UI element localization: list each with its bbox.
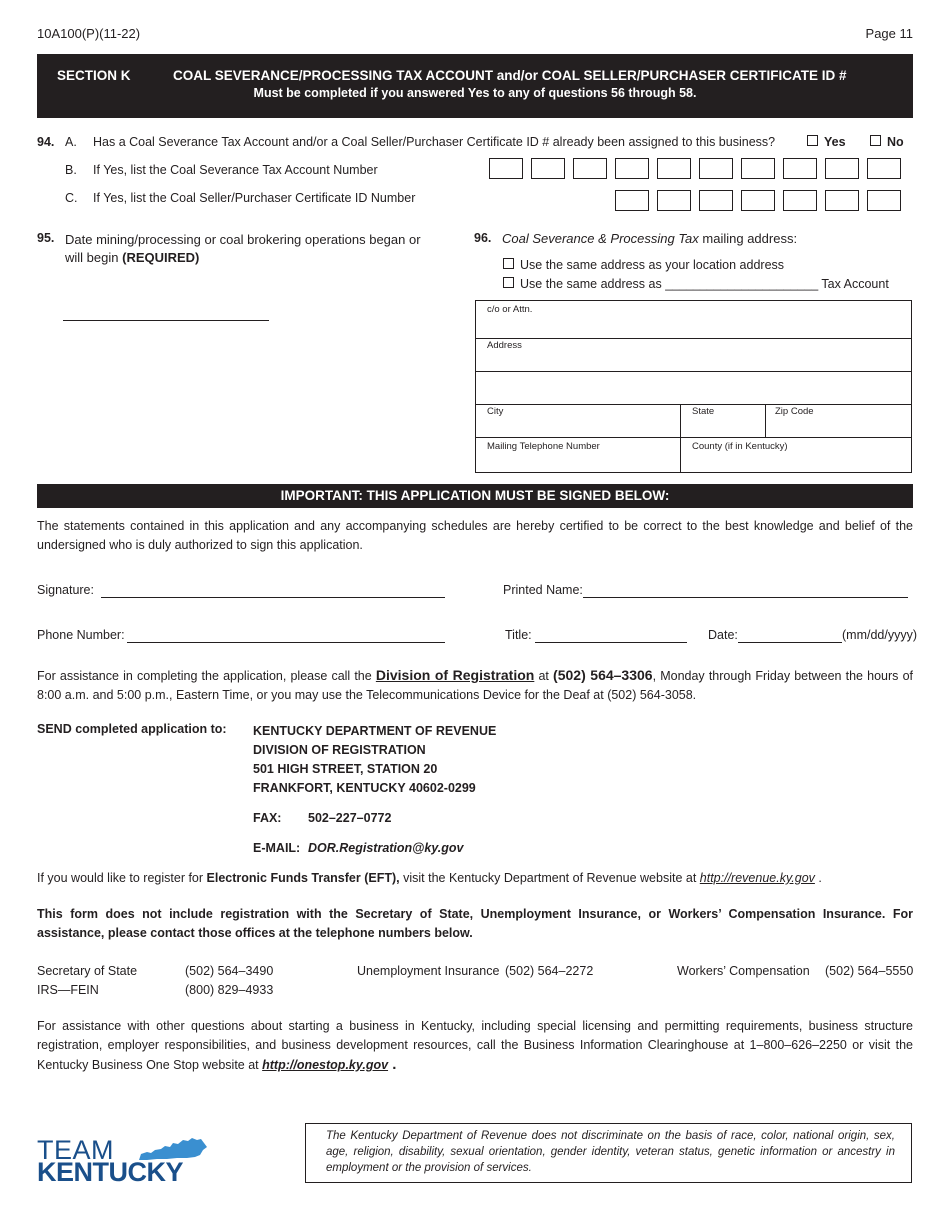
q94a-text: Has a Coal Severance Tax Account and/or a Coal Seller/Purchaser Certificate ID # already been assigned to this business? — [93, 135, 776, 149]
digit-box[interactable] — [699, 190, 733, 211]
date-format: (mm/dd/yyyy) — [842, 628, 917, 642]
contact-name: Secretary of State — [37, 964, 138, 978]
checkbox[interactable] — [503, 277, 514, 288]
assistance-phone: (502) 564–3306 — [553, 667, 653, 683]
assistance-text — [37, 666, 913, 705]
digit-box[interactable] — [825, 158, 859, 179]
digit-box[interactable] — [531, 158, 565, 179]
column-divider — [765, 405, 766, 438]
title-field[interactable] — [535, 642, 687, 643]
eft-pre: If you would like to register for — [37, 871, 207, 885]
assistance-at: at — [534, 669, 554, 683]
signature-label: Signature: — [37, 583, 94, 597]
yes-checkbox[interactable] — [807, 135, 818, 146]
no-label: No — [887, 135, 904, 149]
onestop-link[interactable]: http://onestop.ky.gov — [262, 1058, 389, 1072]
digit-box[interactable] — [783, 190, 817, 211]
county-label: County (if in Kentucky) — [692, 441, 788, 452]
logo-team: TEAM — [37, 1135, 115, 1165]
q94-number: 94. — [37, 135, 55, 149]
eft-end: . — [814, 871, 822, 885]
address-line: KENTUCKY DEPARTMENT OF REVENUE — [253, 724, 497, 738]
q94-yes-option[interactable] — [807, 135, 846, 149]
q94c-letter: C. — [65, 191, 78, 205]
q95-question: Date mining/processing or coal brokering operations began or will begin — [65, 232, 421, 265]
q94-no-option[interactable] — [870, 135, 904, 149]
contact-phone: (502) 564–2272 — [505, 964, 594, 978]
address-field[interactable] — [476, 339, 911, 372]
digit-box[interactable] — [489, 158, 523, 179]
digit-box[interactable] — [615, 158, 649, 179]
phone-number-label: Phone Number: — [37, 628, 125, 642]
co-field[interactable] — [476, 301, 911, 339]
no-checkbox[interactable] — [870, 135, 881, 146]
q96-option-tax-account[interactable] — [503, 277, 889, 291]
signature-field[interactable] — [101, 597, 445, 598]
printed-name-field[interactable] — [583, 597, 908, 598]
mailing-address-grid — [475, 300, 912, 473]
email-address[interactable]: DOR.Registration@ky.gov — [308, 841, 464, 855]
email-label: E-MAIL: — [253, 841, 301, 855]
contact-phone: (800) 829–4933 — [185, 983, 274, 997]
address-line: DIVISION OF REGISTRATION — [253, 743, 426, 757]
contact-phone: (502) 564–5550 — [825, 964, 914, 978]
option-label: Use the same address as ______________________ Tax Account — [520, 277, 889, 291]
digit-box[interactable] — [615, 190, 649, 211]
q95-text — [65, 231, 435, 267]
q94b-letter: B. — [65, 163, 77, 177]
logo-kentucky: KENTUCKY — [37, 1157, 184, 1187]
contact-name: Unemployment Insurance — [357, 964, 500, 978]
phone-label: Mailing Telephone Number — [487, 441, 600, 452]
section-k-header — [37, 54, 913, 118]
assistance-pre: For assistance in completing the application, please call the — [37, 669, 376, 683]
other-assistance-text — [37, 1017, 913, 1075]
section-subtitle: Must be completed if you answered Yes to any of questions 56 through 58. — [253, 86, 697, 100]
section-title: COAL SEVERANCE/PROCESSING TAX ACCOUNT and/or COAL SELLER/PURCHASER CERTIFICATE ID # — [173, 68, 847, 83]
eft-text — [37, 871, 822, 885]
contact-phone: (502) 564–3490 — [185, 964, 274, 978]
checkbox[interactable] — [503, 258, 514, 269]
page-number: Page 11 — [865, 26, 913, 41]
q96-title-italic: Coal Severance & Processing Tax — [502, 231, 699, 246]
assistance-post: , Monday through Friday between the hours of 8:00 a.m. and 5:00 p.m., Eastern Time, or you may use the Telecommunications Device for the Deaf at (502) 564-3058. — [37, 669, 913, 702]
q94c-text: If Yes, list the Coal Seller/Purchaser Certificate ID Number — [93, 191, 416, 205]
q95-number: 95. — [37, 231, 55, 245]
fax-label: FAX: — [253, 811, 282, 825]
date-field[interactable] — [738, 642, 842, 643]
eft-bold: Electronic Funds Transfer (EFT), — [206, 871, 400, 885]
registration-notice: This form does not include registration with the Secretary of State, Unemployment Insurance, or Workers’ Compensation Insurance. For assistance, please contact those offices at the telephone numbers below. — [37, 907, 913, 940]
digit-box[interactable] — [657, 190, 691, 211]
city-label: City — [487, 406, 504, 417]
q94a-letter: A. — [65, 135, 77, 149]
printed-name-label: Printed Name: — [503, 583, 583, 597]
digit-box[interactable] — [867, 158, 901, 179]
q96-title-rest: mailing address: — [698, 231, 798, 246]
digit-box[interactable] — [867, 190, 901, 211]
digit-box[interactable] — [657, 158, 691, 179]
team-kentucky-logo — [37, 1133, 212, 1193]
digit-box[interactable] — [783, 158, 817, 179]
option-label: Use the same address as your location address — [520, 258, 785, 272]
send-label: SEND completed application to: — [37, 722, 227, 736]
address-label: Address — [487, 340, 522, 351]
mailing-address — [253, 722, 496, 798]
title-label: Title: — [505, 628, 532, 642]
division-link[interactable]: Division of Registration — [375, 667, 535, 683]
signature-banner: IMPORTANT: THIS APPLICATION MUST BE SIGNED BELOW: — [37, 484, 913, 508]
address-line-2-field[interactable] — [476, 372, 911, 405]
q94b-text: If Yes, list the Coal Severance Tax Account Number — [93, 163, 378, 177]
digit-box[interactable] — [573, 158, 607, 179]
state-label: State — [692, 406, 715, 417]
digit-box[interactable] — [825, 190, 859, 211]
address-line: 501 HIGH STREET, STATION 20 — [253, 762, 438, 776]
phone-number-field[interactable] — [127, 642, 445, 643]
digit-box[interactable] — [741, 190, 775, 211]
revenue-link[interactable]: http://revenue.ky.gov — [699, 871, 815, 885]
fax-number: 502–227–0772 — [308, 811, 392, 825]
column-divider — [680, 405, 681, 472]
digit-box[interactable] — [699, 158, 733, 179]
digit-box[interactable] — [741, 158, 775, 179]
q96-option-location[interactable] — [503, 258, 784, 272]
other-text: For assistance with other questions about starting a business in Kentucky, including special licensing and permitting requirements, business structure registration, employer responsibilities, and business development resources, call the Business Information Clearinghouse at 1–800–626–2250 or visit the Kentucky Business One Stop website at — [37, 1019, 913, 1072]
date-label: Date: — [708, 628, 738, 642]
q96-title — [502, 231, 797, 246]
contact-name: IRS—FEIN — [37, 983, 99, 997]
start-date-field[interactable] — [63, 320, 269, 321]
other-end: . — [388, 1056, 397, 1073]
form-id: 10A100(P)(11-22) — [37, 26, 141, 41]
city-state-zip-row — [476, 405, 911, 438]
nondiscrimination-notice: The Kentucky Department of Revenue does not discriminate on the basis of race, color, national origin, sex, age, religion, disability, sexual orientation, gender identity, veteran status, genetic information or ancestry in employment or the provision of services. — [305, 1123, 912, 1183]
section-label: SECTION K — [57, 68, 131, 83]
certification-statement: The statements contained in this application and any accompanying schedules are hereby certified to be correct to the best knowledge and belief of the undersigned who is duly authorized to sign this application. — [37, 519, 913, 552]
co-label: c/o or Attn. — [487, 304, 533, 315]
q95-required: (REQUIRED) — [122, 250, 200, 265]
address-line: FRANKFORT, KENTUCKY 40602-0299 — [253, 781, 476, 795]
yes-label: Yes — [824, 135, 846, 149]
eft-mid: visit the Kentucky Department of Revenue website at — [399, 871, 700, 885]
contact-name: Workers’ Compensation — [677, 964, 810, 978]
zip-label: Zip Code — [775, 406, 814, 417]
q96-number: 96. — [474, 231, 492, 245]
